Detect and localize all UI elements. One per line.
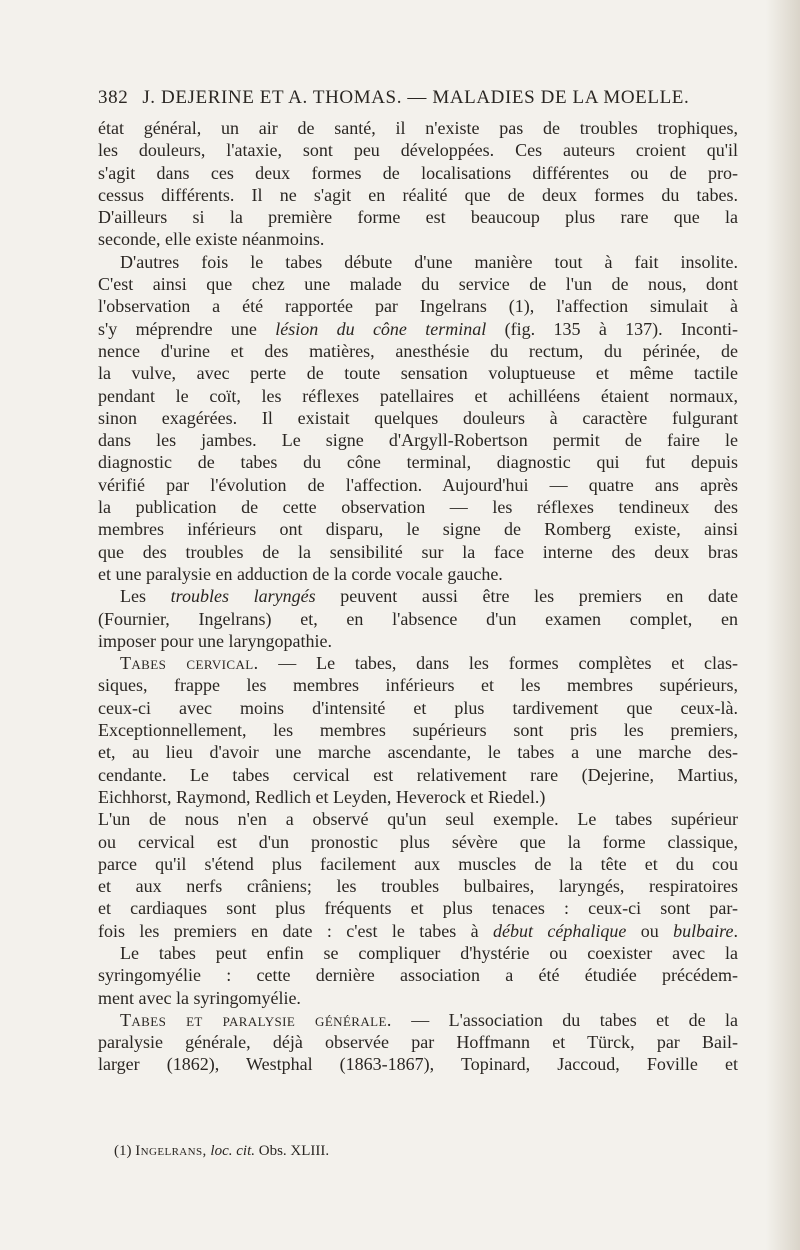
text-line: membres inférieurs ont disparu, le signe de Romberg existe, ainsi (98, 519, 738, 540)
section-heading: Tabes cervical. (120, 653, 259, 674)
text-line: la vulve, avec perte de toute sensation voluptueuse et même tactile (98, 363, 738, 384)
text-line: Tabes cervical. — Le tabes, dans les formes complètes et clas- (120, 653, 738, 674)
text-line: les douleurs, l'ataxie, sont peu développées. Ces auteurs croient qu'il (98, 140, 738, 161)
body-text (98, 117, 738, 1076)
text-line: état général, un air de santé, il n'existe pas de troubles trophiques, (98, 118, 738, 138)
footnote (114, 1143, 734, 1160)
text-line: paralysie générale, déjà observée par Hoffmann et Türck, par Bail- (98, 1032, 738, 1053)
text-line: ceux-ci avec moins d'intensité et plus tardivement que ceux-là. (98, 697, 738, 718)
text-line: larger (1862), Westphal (1863-1867), Topinard, Jaccoud, Foville et (98, 1054, 738, 1075)
text-line: parce qu'il s'étend plus facilement aux muscles de la tête et du cou (98, 853, 738, 874)
running-header (98, 87, 738, 109)
text-line: et cardiaques sont plus fréquents et plus tenaces : ceux-ci sont par- (98, 898, 738, 919)
text-line: siques, frappe les membres inférieurs et les membres supérieurs, (98, 675, 738, 696)
text-line: cessus différents. Il ne s'agit en réalité que de deux formes du tabes. (98, 184, 738, 205)
text-line: D'ailleurs si la première forme est beaucoup plus rare que la (98, 207, 738, 228)
text-line: Le tabes peut enfin se compliquer d'hystérie ou coexister avec la (120, 942, 738, 963)
italic-term: bulbaire (673, 920, 734, 941)
text-line: cendante. Le tabes cervical est relativement rare (Dejerine, Martius, (98, 764, 738, 785)
text-line: la publication de cette observation — les réflexes tendineux des (98, 497, 738, 518)
text-line: que des troubles de la sensibilité sur la face interne des deux bras (98, 541, 738, 562)
text-line: diagnostic de tabes du cône terminal, diagnostic qui fut depuis (98, 452, 738, 473)
text-line: pendant le coït, les réflexes patellaires et achilléens étaient normaux, (98, 385, 738, 406)
text-line: ment avec la syringomyélie. (98, 987, 301, 1008)
text-line: seconde, elle existe néanmoins. (98, 229, 325, 250)
text-line: Les troubles laryngés peuvent aussi être les premiers en date (120, 586, 738, 607)
text-line: imposer pour une laryngopathie. (98, 630, 332, 651)
italic-term: début céphalique (493, 920, 627, 941)
italic-term: troubles laryngés (170, 586, 316, 607)
text-line: D'autres fois le tabes débute d'une manière tout à fait insolite. (120, 251, 738, 272)
text-line: syringomyélie : cette dernière association a été étudiée précédem- (98, 965, 738, 986)
footnote-rest: Obs. XLIII. (258, 1143, 330, 1159)
page-edge-shadow (766, 0, 800, 1250)
text-line: l'observation a été rapportée par Ingelrans (1), l'affection simulait à (98, 296, 738, 317)
footnote-marker: (1) (114, 1143, 132, 1159)
page-number: 382 (98, 87, 129, 108)
text-line: nence d'urine et des matières, anesthésie du rectum, du périnée, de (98, 340, 738, 361)
section-heading: Tabes et paralysie générale. (120, 1009, 392, 1030)
text-line: s'agit dans ces deux formes de localisations différentes ou de pro- (98, 162, 738, 183)
footnote-author: Ingelrans, (135, 1143, 207, 1159)
text-line: Exceptionnellement, les membres supérieurs sont pris les premiers, (98, 720, 738, 741)
footnote-citation: loc. cit. (210, 1143, 255, 1159)
text-line: et, au lieu d'avoir une marche ascendante, le tabes a une marche des- (98, 742, 738, 763)
text-line: vérifié par l'évolution de l'affection. Aujourd'hui — quatre ans après (98, 474, 738, 495)
text-line: et aux nerfs crâniens; les troubles bulbaires, laryngés, respiratoires (98, 876, 738, 897)
text-line: Tabes et paralysie générale. — L'association du tabes et de la (120, 1009, 738, 1030)
text-line: (Fournier, Ingelrans) et, en l'absence d'un examen complet, en (98, 608, 738, 629)
text-line: ou cervical est d'un pronostic plus sévère que la forme classique, (98, 831, 738, 852)
text-line: sinon exagérées. Il existait quelques douleurs à caractère fulgurant (98, 407, 738, 428)
text-line: C'est ainsi que chez une malade du service de l'un de nous, dont (98, 274, 738, 295)
text-line: Eichhorst, Raymond, Redlich et Leyden, Heverock et Riedel.) (98, 786, 546, 807)
text-line: dans les jambes. Le signe d'Argyll-Robertson permit de faire le (98, 430, 738, 451)
text-line: fois les premiers en date : c'est le tabes à début céphalique ou bulbaire. (98, 920, 738, 941)
text-line: L'un de nous n'en a observé qu'un seul exemple. Le tabes supérieur (98, 809, 738, 830)
text-line: et une paralysie en adduction de la corde vocale gauche. (98, 563, 503, 584)
italic-term: lésion du cône terminal (275, 318, 487, 339)
text-line: s'y méprendre une lésion du cône terminal (fig. 135 à 137). Inconti- (98, 318, 738, 339)
running-title: J. DEJERINE ET A. THOMAS. — MALADIES DE LA MOELLE. (142, 87, 690, 108)
